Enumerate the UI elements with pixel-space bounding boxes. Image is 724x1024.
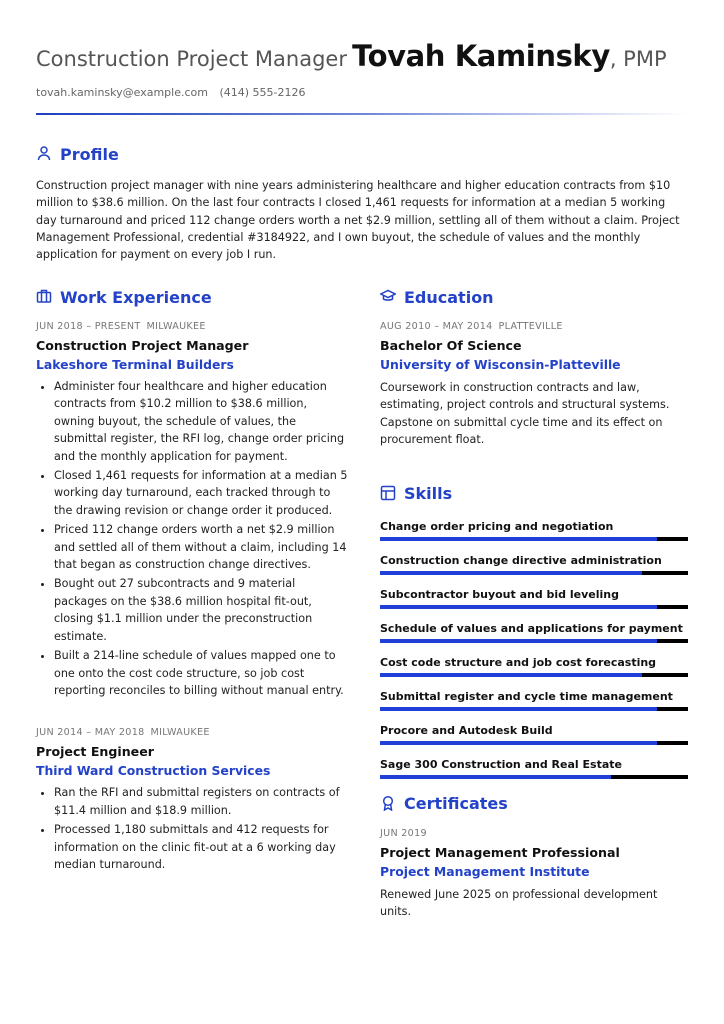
skills-title: Skills [404,484,453,504]
list-item: • Processed 1,180 submittals and 412 requests for information on the clinic fit-out at a 6 working day median turnaround. [54,821,348,873]
job-title: Construction Project Manager [36,338,249,353]
education-meta [380,321,688,332]
skill-label: Schedule of values and applications for payment [380,621,683,635]
skill-bar [380,673,688,677]
skill-bar [380,639,688,643]
skill-item [380,654,688,688]
award-icon [380,795,398,813]
job-bullets [36,378,348,699]
list-item: • Ran the RFI and submittal registers on contracts of $11.4 million and $18.9 million. [54,784,348,819]
skill-level-fill [380,775,611,779]
job-meta [36,727,348,738]
skill-item [380,586,688,620]
skill-label: Change order pricing and negotiation [380,519,614,533]
certificate-name: Project Management Professional [380,844,620,860]
job-dates: JUN 2014 – MAY 2018 [36,727,145,739]
header-divider [36,113,688,115]
resume-header [36,36,688,115]
skill-item [380,552,688,586]
skill-item [380,722,688,756]
skill-level-fill [380,639,657,643]
employer-name: Lakeshore Terminal Builders [36,357,234,372]
skill-bar [380,775,688,779]
list-item: • Closed 1,461 requests for information at a median 5 working day turnaround, each tracked through to the drawing revision or change order it produced. [54,467,348,519]
layout-icon [380,485,398,503]
school-name: University of Wisconsin-Platteville [380,357,621,372]
skill-label: Subcontractor buyout and bid leveling [380,587,619,601]
graduation-cap-icon [380,288,398,306]
skill-item [380,688,688,722]
experience-heading [36,287,348,307]
right-column [380,287,688,920]
certificate-date: JUN 2019 [380,827,427,839]
job-location: MILWAUKEE [150,727,210,739]
education-section [380,287,688,449]
skill-level-fill [380,673,642,677]
job-meta [36,321,348,332]
skills-section [380,484,688,790]
skill-label: Submittal register and cycle time management [380,689,673,703]
skill-bar [380,537,688,541]
list-item: • Priced 112 change orders worth a net $2.9 million and settled all of them without a claim, including 14 that began as construction change directives. [54,521,348,573]
profile-heading [36,144,688,164]
certificates-heading [380,794,688,814]
skill-item [380,756,688,790]
profile-summary: Construction project manager with nine years administering healthcare and higher education contracts from $10 million to $38.6 million. On the last four contracts I closed 1,461 requests for information at a median 5 working day turnaround and priced 112 change orders worth a net $2.9 million, settling all of them without a claim. Project Management Professional, credential #3184922, and I own buyout, the schedule of values and the monthly application for payment on every job I run. [36,179,680,262]
job-bullets [36,784,348,873]
job-role: Construction Project Manager [36,47,347,71]
skill-bar [380,707,688,711]
skill-item [380,620,688,654]
credential: , PMP [609,47,667,71]
skills-list [380,518,688,790]
degree-name: Bachelor Of Science [380,338,522,353]
phone-number: (414) 555-2126 [219,86,306,99]
skill-level-fill [380,707,657,711]
certificate-issuer: Project Management Institute [380,863,590,879]
skill-level-fill [380,741,657,745]
skill-label: Cost code structure and job cost forecasting [380,655,657,669]
list-item: • Administer four healthcare and higher education contracts from $10.2 million to $38.6 million, owning buyout, the schedule of values, the submittal register, the RFI log, change order pricing and the monthly application for payment. [54,378,348,465]
skill-level-fill [380,571,642,575]
skill-bar [380,741,688,745]
education-dates: AUG 2010 – MAY 2014 [380,321,493,332]
skill-label: Construction change directive administration [380,553,662,567]
skill-item [380,518,688,552]
employer-name: Third Ward Construction Services [36,763,271,779]
certificates-section [380,794,688,921]
list-item: • Built a 214-line schedule of values mapped one to one onto the cost code structure, so job cost reporting reconciles to billing without manual entry. [54,647,348,699]
skill-label: Procore and Autodesk Build [380,723,553,737]
contact-line [36,86,688,99]
job-entry [36,727,348,873]
job-dates: JUN 2018 – PRESENT [36,321,141,332]
email-link[interactable]: tovah.kaminsky@example.com [36,86,208,99]
skill-bar [380,605,688,609]
briefcase-icon [36,288,54,306]
education-description: Coursework in construction contracts and law, estimating, project controls and structural systems. Capstone on submittal cycle time and its effect on procurement float. [380,381,670,447]
profile-section [36,144,688,263]
job-entry [36,321,348,699]
skill-level-fill [380,537,657,541]
experience-title: Work Experience [60,287,212,307]
education-location: PLATTEVILLE [498,321,563,332]
certificate-note: Renewed June 2025 on professional development units. [380,887,658,919]
profile-title: Profile [60,144,119,164]
list-item: • Bought out 27 subcontracts and 9 material packages on the $38.6 million hospital fit-out, closing $1.1 million under the preconstruction estimate. [54,575,348,645]
job-location: MILWAUKEE [146,321,206,332]
skill-bar [380,571,688,575]
left-column [36,287,348,875]
user-icon [36,145,54,163]
skill-level-fill [380,605,657,609]
education-title: Education [404,287,494,307]
title-line [36,36,688,76]
skill-label: Sage 300 Construction and Real Estate [380,757,622,771]
education-heading [380,287,688,307]
certificates-title: Certificates [404,794,508,814]
candidate-name: Tovah Kaminsky [352,39,610,73]
job-title: Project Engineer [36,744,154,760]
skills-heading [380,484,688,504]
